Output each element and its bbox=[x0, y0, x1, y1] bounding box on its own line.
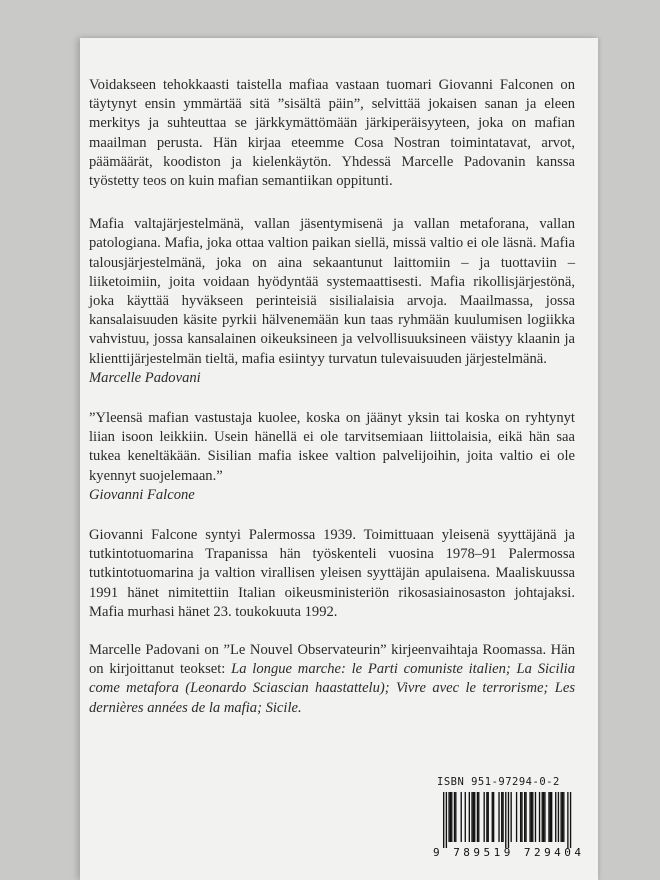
barcode-bar bbox=[511, 792, 512, 842]
barcode-bar bbox=[508, 792, 509, 848]
barcode-bar bbox=[529, 792, 530, 842]
barcode bbox=[431, 790, 583, 858]
barcode-bar bbox=[516, 792, 517, 842]
barcode-bar bbox=[551, 792, 552, 842]
padovani-signature: Marcelle Padovani bbox=[89, 369, 201, 386]
barcode-bar bbox=[542, 792, 543, 842]
falcone-bio: Giovanni Falcone syntyi Palermossa 1939. Toimittuaan yleisenä syyttäjänä ja tutkintotuomarina Trapanissa hän työskenteli vuosina 1978–91 Palermossa tutkintotuomarina ja valtion virallisen yleisen syyttäjän apulaisena. Maaliskuussa 1991 hänet nimitettiin Italian oikeusministeriön rikosasiainosaston johtajaksi. Mafia murhasi hänet 23. toukokuuta 1992. bbox=[89, 527, 575, 620]
barcode-bar bbox=[498, 792, 499, 842]
padovani-bio bbox=[89, 641, 575, 718]
book-back-cover bbox=[80, 38, 598, 880]
padovani-quote: Mafia valtajärjestelmänä, vallan jäsentymisenä ja vallan metaforana, vallan patologiana. Mafia, joka ottaa valtion paikan siellä, missä valtio ei ole läsnä. Mafia talousjärjestelmänä, joka on aina sekaantunut laittomiin – ja tuottaviin – liiketoimiin, joita voidaan hyödyntää systemaattisesti. Mafia rikollisjärjestönä, joka käyttää hyväkseen perinteisiä sisilialaisia arvoja. Maailmassa, jossa kansalaisuuden käsite pyrkii hälvenemään kun taas ryhmään kuulumisen logiikka vahvistuu, jossa kansalainen oikeuksineen ja velvollisuuksineen väistyy klaanin ja klienttijärjestelmän tieltä, mafia esiintyy turvatun tulevaisuuden järjestelmänä. bbox=[89, 216, 575, 367]
barcode-bar bbox=[525, 792, 526, 842]
barcode-bar bbox=[451, 792, 452, 842]
barcode-bar bbox=[550, 792, 551, 842]
barcode-bar bbox=[531, 792, 532, 842]
blurb-text bbox=[89, 76, 575, 718]
barcode-bar bbox=[461, 792, 462, 842]
barcode-bar bbox=[570, 792, 571, 848]
isbn-barcode-block bbox=[431, 776, 583, 862]
barcode-bar bbox=[477, 792, 478, 842]
barcode-bar bbox=[548, 792, 549, 842]
barcode-bar bbox=[455, 792, 456, 842]
barcode-bar bbox=[502, 792, 503, 842]
barcode-bar bbox=[539, 792, 540, 842]
barcode-bar bbox=[474, 792, 475, 842]
barcode-bar bbox=[488, 792, 489, 842]
barcode-bar bbox=[465, 792, 466, 842]
falcone-quote: ”Yleensä mafian vastustaja kuolee, koska on jäänyt yksin tai koska on ryhtynyt liian isoon leikkiin. Usein hänellä ei ole tarvitsemiaan liittolaisia, eikä hän saa tukea keneltäkään. Sisilian mafia iskee valtion palvelijoihin, joita valtio ei ole kyennyt suojelemaan.” bbox=[89, 410, 575, 484]
barcode-bar bbox=[563, 792, 564, 842]
barcode-bar bbox=[562, 792, 563, 842]
barcode-bar bbox=[469, 792, 470, 842]
barcode-bar bbox=[446, 792, 447, 848]
barcode-bar bbox=[555, 792, 556, 842]
barcode-bar bbox=[560, 792, 561, 842]
barcode-bar bbox=[450, 792, 451, 842]
falcone-signature: Giovanni Falcone bbox=[89, 486, 195, 503]
intro-paragraph: Voidakseen tehokkaasti taistella mafiaa vastaan tuomari Giovanni Falconen on täytynyt ensin ymmärtää sitä ”sisältä päin”, selvittää jokaisen sanan ja eleen merkitys ja suhteuttaa se järkkymättömään järkiperäisyyteen, joka on mafian maailman perusta. Hän kirjaa eteemme Cosa Nostran toimintatavat, arvot, päämäärät, koodiston ja kielenkäytön. Yhdessä Marcelle Padovanin kanssa työstetty teos on kuin mafian semantiikan oppitunti. bbox=[89, 77, 575, 190]
barcode-bar bbox=[505, 792, 506, 848]
barcode-bar bbox=[486, 792, 487, 842]
barcode-bar bbox=[521, 792, 522, 842]
barcode-bar bbox=[493, 792, 494, 842]
barcode-bar bbox=[478, 792, 479, 842]
barcode-bar bbox=[473, 792, 474, 842]
barcode-bar bbox=[558, 792, 559, 842]
barcode-bar bbox=[535, 792, 536, 842]
barcode-bar bbox=[543, 792, 544, 842]
barcode-bar bbox=[501, 792, 502, 842]
padovani-bio-works: La longue marche: le Parti comuniste italien; La Sicilia come metafora (Leonardo Sciascian haastattelu); Vivre avec le terrorisme; Les dernières années de la mafia; Sicile. bbox=[89, 661, 575, 716]
barcode-bar bbox=[484, 792, 485, 842]
barcode-bar bbox=[544, 792, 545, 842]
barcode-bar bbox=[532, 792, 533, 842]
barcode-bar bbox=[492, 792, 493, 842]
barcode-bar bbox=[443, 792, 444, 848]
barcode-number: 9 789519 729404 bbox=[433, 846, 581, 858]
padovani-bio-lead: Marcelle Padovani on ”Le Nouvel Observateurin” kirjeenvaihtaja Roomassa. Hän on kirjoittanut teokset: bbox=[89, 642, 575, 678]
isbn-label: ISBN 951-97294-0-2 bbox=[437, 776, 560, 788]
barcode-bar bbox=[448, 792, 449, 842]
barcode-bar bbox=[471, 792, 472, 842]
barcode-bar bbox=[520, 792, 521, 842]
barcode-bar bbox=[524, 792, 525, 842]
barcode-bar bbox=[454, 792, 455, 842]
barcode-bar bbox=[567, 792, 568, 848]
